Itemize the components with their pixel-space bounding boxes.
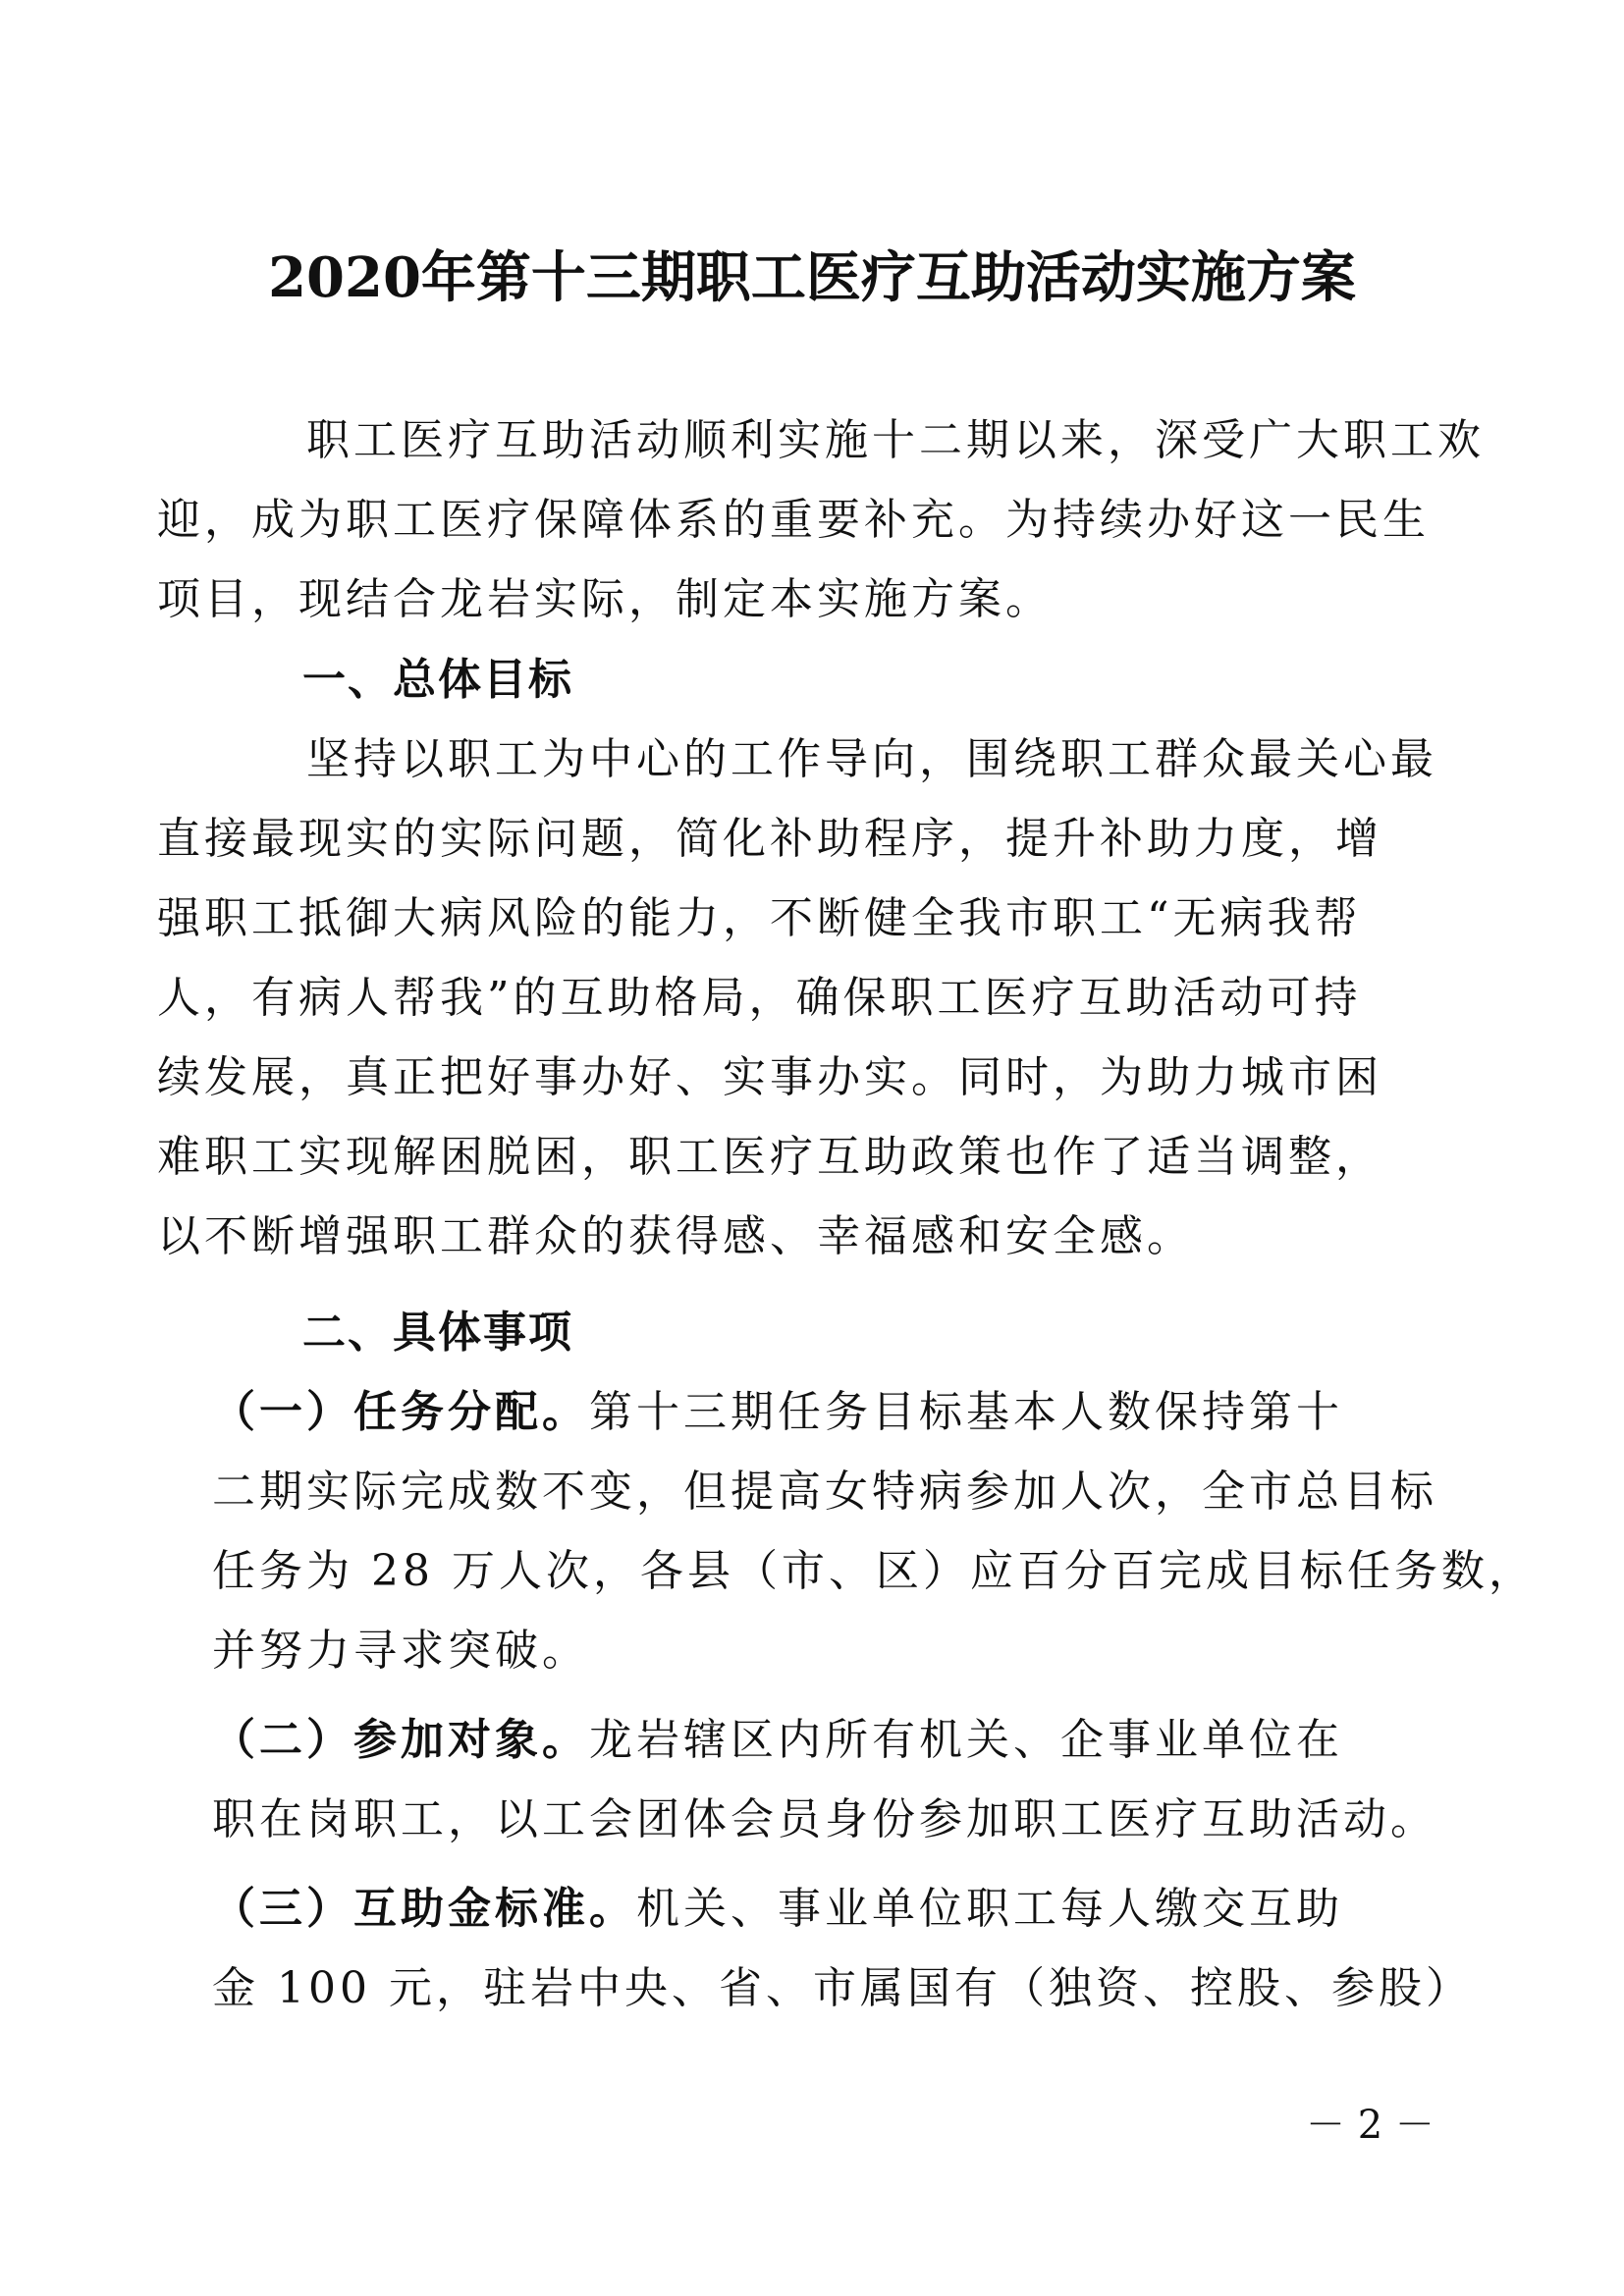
intro-line-3: 项目，现结合龙岩实际，制定本实施方案。 <box>157 574 1053 624</box>
item-1-line-4: 并努力寻求突破。 <box>212 1626 589 1676</box>
item-1-first-line <box>212 1372 1420 1452</box>
goals-line-2: 直接最现实的实际问题，简化补助程序，提升补助力度，增 <box>157 814 1382 864</box>
item-3-first-line <box>212 1869 1420 1949</box>
item-1-line-3: 任务为 28 万人次，各县（市、区）应百分百完成目标任务数， <box>212 1546 1536 1596</box>
item-1-lead: （一）任务分配。 <box>212 1387 589 1437</box>
intro-line-1: 职工医疗互助活动顺利实施十二期以来，深受广大职工欢 <box>212 415 1485 465</box>
goals-line-6: 难职工实现解困脱困，职工医疗互助政策也作了适当调整， <box>157 1132 1382 1182</box>
item-2-first-rest: 龙岩辖区内所有机关、企事业单位在 <box>589 1715 1343 1765</box>
item-2-lead: （二）参加对象。 <box>212 1715 589 1765</box>
item-1-first-rest: 第十三期任务目标基本人数保持第十 <box>589 1387 1343 1437</box>
item-1-line-2: 二期实际完成数不变，但提高女特病参加人次，全市总目标 <box>212 1467 1437 1517</box>
item-3-first-rest: 机关、事业单位职工每人缴交互助 <box>636 1884 1343 1934</box>
goals-line-3: 强职工抵御大病风险的能力，不断健全我市职工“无病我帮 <box>157 893 1362 943</box>
item-2-first-line <box>212 1700 1420 1780</box>
goals-line-4: 人，有病人帮我”的互助格局，确保职工医疗互助活动可持 <box>157 973 1362 1023</box>
intro-line-2: 迎，成为职工医疗保障体系的重要补充。为持续办好这一民生 <box>157 495 1430 545</box>
item-2-line-2: 职在岗职工，以工会团体会员身份参加职工医疗互助活动。 <box>212 1794 1437 1844</box>
document-title: 2020年第十三期职工医疗互助活动实施方案 <box>268 245 1356 310</box>
section-heading-goals: 一、总体目标 <box>212 655 573 705</box>
goals-line-5: 续发展，真正把好事办好、实事办实。同时，为助力城市困 <box>157 1052 1382 1102</box>
goals-line-1: 坚持以职工为中心的工作导向，围绕职工群众最关心最 <box>212 734 1437 784</box>
goals-line-7: 以不断增强职工群众的获得感、幸福感和安全感。 <box>157 1211 1194 1261</box>
page-number: － 2 － <box>1306 2103 1435 2148</box>
item-3-line-2: 金 100 元，驻岩中央、省、市属国有（独资、控股、参股） <box>212 1963 1473 2013</box>
item-3-lead: （三）互助金标准。 <box>212 1884 636 1934</box>
section-heading-items: 二、具体事项 <box>212 1308 573 1358</box>
